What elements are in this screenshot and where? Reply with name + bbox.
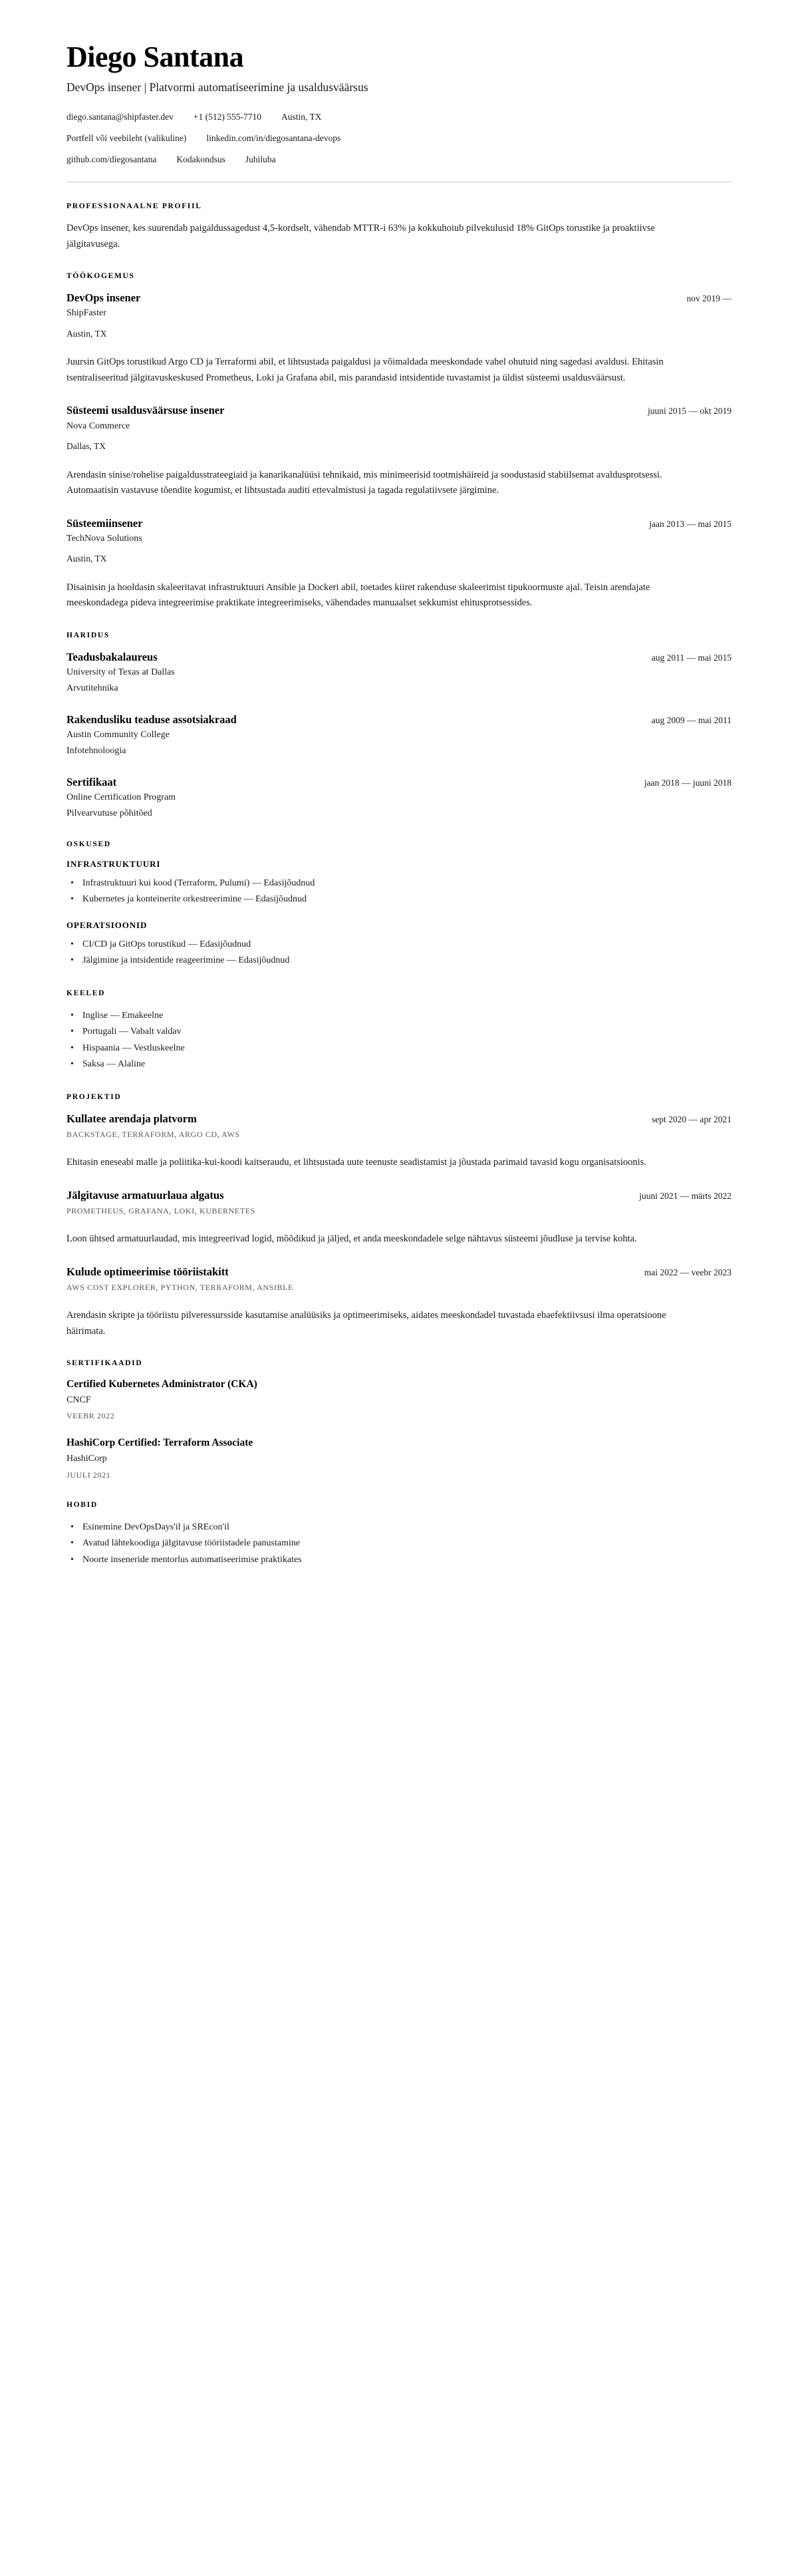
project-entry-head — [66, 1265, 732, 1279]
contact-row-3 — [66, 153, 732, 167]
education-entry-head — [66, 713, 732, 726]
experience-role: Süsteemi usaldusväärsuse insener — [66, 404, 225, 417]
project-date: juuni 2021 — märts 2022 — [639, 1190, 732, 1201]
language-list — [66, 1008, 732, 1073]
contact-portfolio[interactable]: Portfell või veebileht (valikuline) — [66, 133, 187, 144]
contact-email[interactable]: diego.santana@shipfaster.dev — [66, 112, 174, 122]
project-entry — [66, 1265, 732, 1339]
candidate-headline: DevOps insener | Platvormi automatiseerimine ja usaldusväärsus — [66, 80, 368, 94]
project-tech-stack: AWS COST EXPLORER, PYTHON, TERRAFORM, ANSIBLE — [66, 1283, 293, 1293]
contact-row-2 — [66, 132, 732, 146]
project-name: Kullatee arendaja platvorm — [66, 1112, 197, 1125]
section-projects — [66, 1093, 732, 1339]
contact-citizenship: Kodakondsus — [176, 154, 225, 165]
skill-item: • Kubernetes ja konteinerite orkestreerimine — Edasijõudnud — [66, 891, 732, 908]
section-title-skills: OSKUSED — [66, 840, 111, 848]
project-tech-stack: BACKSTAGE, TERRAFORM, ARGO CD, AWS — [66, 1130, 240, 1140]
contact-row-1 — [66, 110, 732, 124]
section-profile — [66, 202, 732, 252]
experience-entry — [66, 516, 732, 611]
contact-phone[interactable]: +1 (512) 555-7710 — [193, 112, 261, 122]
skill-group — [66, 859, 732, 908]
education-school: University of Texas at Dallas — [66, 667, 175, 678]
skill-item: • Jälgimine ja intsidentide reageerimine — Edasijõudnud — [66, 953, 732, 969]
experience-date: jaan 2013 — mai 2015 — [649, 518, 732, 529]
hobby-item: • Noorte inseneride mentorlus automatiseerimise praktikates — [66, 1552, 732, 1569]
section-title-certifications: SERTIFIKAADID — [66, 1359, 143, 1368]
experience-description: Disainisin ja hooldasin skaleeritavat infrastruktuuri Ansible ja Dockeri abil, toetades kiiret rakenduse skaleerimist tipukoormuste ajal. Teisin arendajate meeskondadega pideva integreerimise praktikate integreerimiseks, vähendades manuaalset sekkumist ehitusprotsessides. — [66, 581, 650, 609]
project-entry — [66, 1188, 732, 1247]
education-field: Infotehnoloogia — [66, 745, 126, 756]
skill-list — [66, 876, 732, 908]
education-date: jaan 2018 — juuni 2018 — [644, 777, 732, 788]
education-entry-head — [66, 650, 732, 664]
experience-company: TechNova Solutions — [66, 533, 142, 544]
language-item: • Portugali — Vabalt valdav — [66, 1024, 732, 1041]
experience-company: ShipFaster — [66, 308, 106, 319]
education-field: Pilvearvutuse põhitõed — [66, 808, 152, 818]
project-description: Ehitasin eneseabi malle ja poliitika-kui-koodi kaitseraudu, et lihtsustada uute teenuste seadistamist ja jõustada parimaid tavasid kogu organisatsioonis. — [66, 1157, 646, 1168]
language-item: • Saksa — Alaline — [66, 1056, 732, 1073]
skill-group — [66, 920, 732, 969]
education-school: Online Certification Program — [66, 792, 176, 803]
experience-description: Arendasin sinise/rohelise paigaldusstrateegiaid ja kanarikanalüüsi tehnikaid, mis minimeerisid tootmishäireid ja soodustasid stabiilsemat avaldusprotsessi. Automaatisin vastavuse tõendite kogumist, et lihtsustada auditi ettevalmistusi ja tagada regulatiivsete järgimine. — [66, 469, 662, 496]
section-title-education: HARIDUS — [66, 631, 110, 639]
experience-description: Juursin GitOps torustikud Argo CD ja Terraformi abil, et lihtsustada paigaldusi ja võimaldada meeskondade vahel ohutuid ning sagedasi avaldusi. Ehitasin tsentraliseeritud jälgitavuskeskused Prometheus, Loki ja Grafana abil, mis parandasid intsidentide tuvastamist ja üldist süsteemi usaldusväärsust. — [66, 357, 664, 383]
experience-entry-head — [66, 291, 732, 305]
section-title-languages: KEELED — [66, 989, 106, 997]
experience-date: juuni 2015 — okt 2019 — [647, 406, 732, 416]
certification-name: Certified Kubernetes Administrator (CKA) — [66, 1378, 257, 1390]
project-date: mai 2022 — veebr 2023 — [644, 1267, 732, 1277]
project-entry-head — [66, 1112, 732, 1126]
experience-entry-head — [66, 403, 732, 417]
experience-location: Austin, TX — [66, 554, 107, 564]
project-name: Jälgitavuse armatuurlaua algatus — [66, 1188, 224, 1202]
experience-entry — [66, 403, 732, 498]
experience-location: Austin, TX — [66, 328, 107, 339]
section-certifications — [66, 1359, 732, 1480]
certification-entry — [66, 1378, 732, 1422]
project-tech-stack: PROMETHEUS, GRAFANA, LOKI, KUBERNETES — [66, 1206, 255, 1216]
certification-entry — [66, 1436, 732, 1480]
experience-role: DevOps insener — [66, 291, 141, 304]
skill-list — [66, 937, 732, 969]
contact-github[interactable]: github.com/diegosantana — [66, 154, 157, 165]
contact-drivers-license: Juhiluba — [245, 154, 276, 165]
section-skills — [66, 840, 732, 969]
certification-date: VEEBR 2022 — [66, 1411, 115, 1421]
section-experience — [66, 272, 732, 611]
hobby-item: • Avatud lähtekoodiga jälgitavuse tööriistadele panustamine — [66, 1535, 732, 1552]
skill-group-name: INFRASTRUKTUURI — [66, 858, 161, 869]
language-item: • Hispaania — Vestluskeelne — [66, 1041, 732, 1057]
certification-date: JUULI 2021 — [66, 1470, 111, 1480]
education-date: aug 2009 — mai 2011 — [651, 715, 732, 725]
section-title-projects: PROJEKTID — [66, 1092, 122, 1101]
contact-location: Austin, TX — [281, 112, 322, 122]
section-title-hobbies: HOBID — [66, 1500, 98, 1509]
section-education — [66, 631, 732, 820]
experience-entry-head — [66, 516, 732, 530]
certification-issuer: HashiCorp — [66, 1454, 107, 1464]
education-field: Arvutitehnika — [66, 683, 118, 693]
section-title-experience: TÖÖKOGEMUS — [66, 272, 135, 280]
section-hobbies — [66, 1501, 732, 1569]
education-entry — [66, 650, 732, 695]
project-entry — [66, 1112, 732, 1171]
project-date: sept 2020 — apr 2021 — [652, 1114, 732, 1124]
education-entry — [66, 775, 732, 820]
project-name: Kulude optimeerimise tööriistakitt — [66, 1265, 229, 1278]
education-entry — [66, 713, 732, 758]
language-item: • Inglise — Emakeelne — [66, 1008, 732, 1025]
candidate-name: Diego Santana — [66, 41, 244, 73]
education-school: Austin Community College — [66, 730, 170, 740]
contact-linkedin[interactable]: linkedin.com/in/diegosantana-devops — [206, 133, 341, 144]
skill-item: • CI/CD ja GitOps torustikud — Edasijõudnud — [66, 937, 732, 953]
experience-location: Dallas, TX — [66, 441, 106, 451]
profile-summary: DevOps insener, kes suurendab paigaldussagedust 4,5-kordselt, vähendab MTTR-i 63% ja kokkuhoiub pilvekulusid 18% GitOps torustike ja proaktiivse jälgitavusega. — [66, 223, 655, 249]
section-title-profile: PROFESSIONAALNE PROFIIL — [66, 202, 202, 211]
education-date: aug 2011 — mai 2015 — [651, 652, 732, 663]
project-entry-head — [66, 1188, 732, 1202]
project-description: Loon ühtsed armatuurlaudad, mis integreerivad logid, mõõdikud ja jäljed, et anda meeskondadele selge nähtavus süsteemi jõudluse ja tervise kohta. — [66, 1233, 637, 1245]
experience-entry — [66, 291, 732, 386]
certification-issuer: CNCF — [66, 1395, 91, 1406]
skill-item: • Infrastruktuuri kui kood (Terraform, Pulumi) — Edasijõudnud — [66, 876, 732, 892]
education-degree: Rakendusliku teaduse assotsiakraad — [66, 713, 237, 726]
hobby-list — [66, 1520, 732, 1569]
experience-company: Nova Commerce — [66, 420, 130, 431]
education-degree: Sertifikaat — [66, 775, 117, 788]
project-description: Arendasin skripte ja tööriistu pilveressursside kasutamise analüüsiks ja optimeerimiseks, aidates meeskondadel tuvastada ebaefektiivsusi ilma operatsioone häirimata. — [66, 1310, 666, 1337]
education-degree: Teadusbakalaureus — [66, 650, 158, 663]
education-entry-head — [66, 775, 732, 789]
experience-role: Süsteemiinsener — [66, 516, 143, 530]
resume-header — [66, 41, 732, 182]
hobby-item: • Esinemine DevOpsDays'il ja SREcon'il — [66, 1520, 732, 1536]
skill-group-name: OPERATSIOONID — [66, 919, 148, 930]
experience-date: nov 2019 — — [686, 293, 732, 303]
certification-name: HashiCorp Certified: Terraform Associate — [66, 1437, 253, 1449]
section-languages — [66, 989, 732, 1073]
